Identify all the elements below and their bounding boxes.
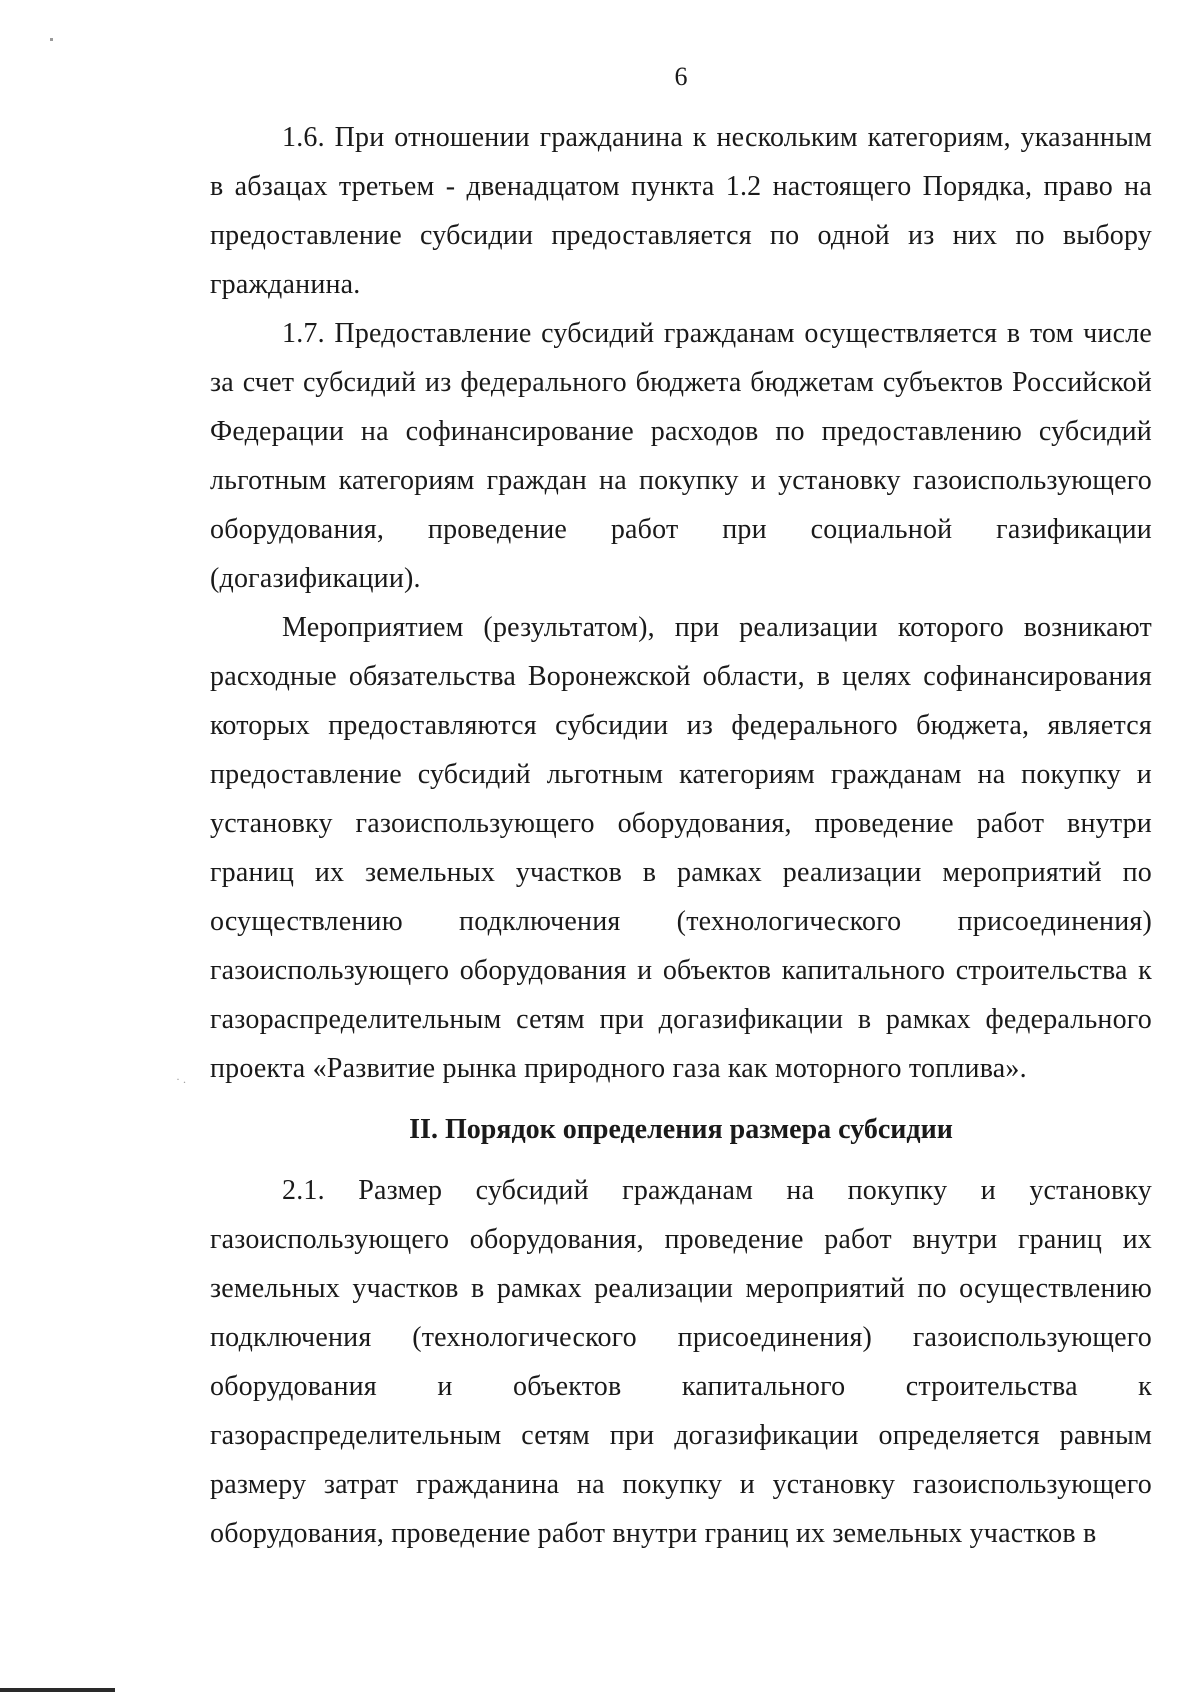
paragraph-1-7: 1.7. Предоставление субсидий гражданам осуществляется в том числе за счет субсидий из федерального бюджета бюджетам субъектов Российской Федерации на софинансирование расходов по предоставлению субсидий льготным категориям граждан на покупку и установку газоиспользующего оборудования, проведение работ при социальной газификации (догазификации). xyxy=(210,318,1152,594)
paragraph-1-6: 1.6. При отношении гражданина к нескольким категориям, указанным в абзацах третьем - двенадцатом пункта 1.2 настоящего Порядка, право на предоставление субсидии предоставляется по одной из них по выбору гражданина. xyxy=(210,122,1152,300)
paragraph-event-result: Мероприятием (результатом), при реализации которого возникают расходные обязательства Воронежской области, в целях софинансирования которых предоставляются субсидии из федерального бюджета, является предоставление субсидий льготным категориям гражданам на покупку и установку газоиспользующего оборудования, проведение работ внутри границ их земельных участков в рамках реализации мероприятий по осуществлению подключения (технологического присоединения) газоиспользующего оборудования и объектов капитального строительства к газораспределительным сетям при догазификации в рамках федерального проекта «Развитие рынка природного газа как моторного топлива». xyxy=(210,612,1152,1084)
scan-artifact xyxy=(50,38,53,41)
scan-edge-line xyxy=(0,1688,115,1692)
paragraph-2-1: 2.1. Размер субсидий гражданам на покупку и установку газоиспользующего оборудования, проведение работ внутри границ их земельных участков в рамках реализации мероприятий по осуществлению подключения (технологического присоединения) газоиспользующего оборудования и объектов капитального строительства к газораспределительным сетям при догазификации определяется равным размеру затрат гражданина на покупку и установку газоиспользующего оборудования, проведение работ внутри границ их земельных участков в xyxy=(210,1175,1152,1549)
scan-artifact: · . xyxy=(176,1072,186,1086)
page-number: 6 xyxy=(674,62,688,91)
section-heading: II. Порядок определения размера субсидии xyxy=(409,1114,953,1145)
document-body xyxy=(210,113,1152,1558)
